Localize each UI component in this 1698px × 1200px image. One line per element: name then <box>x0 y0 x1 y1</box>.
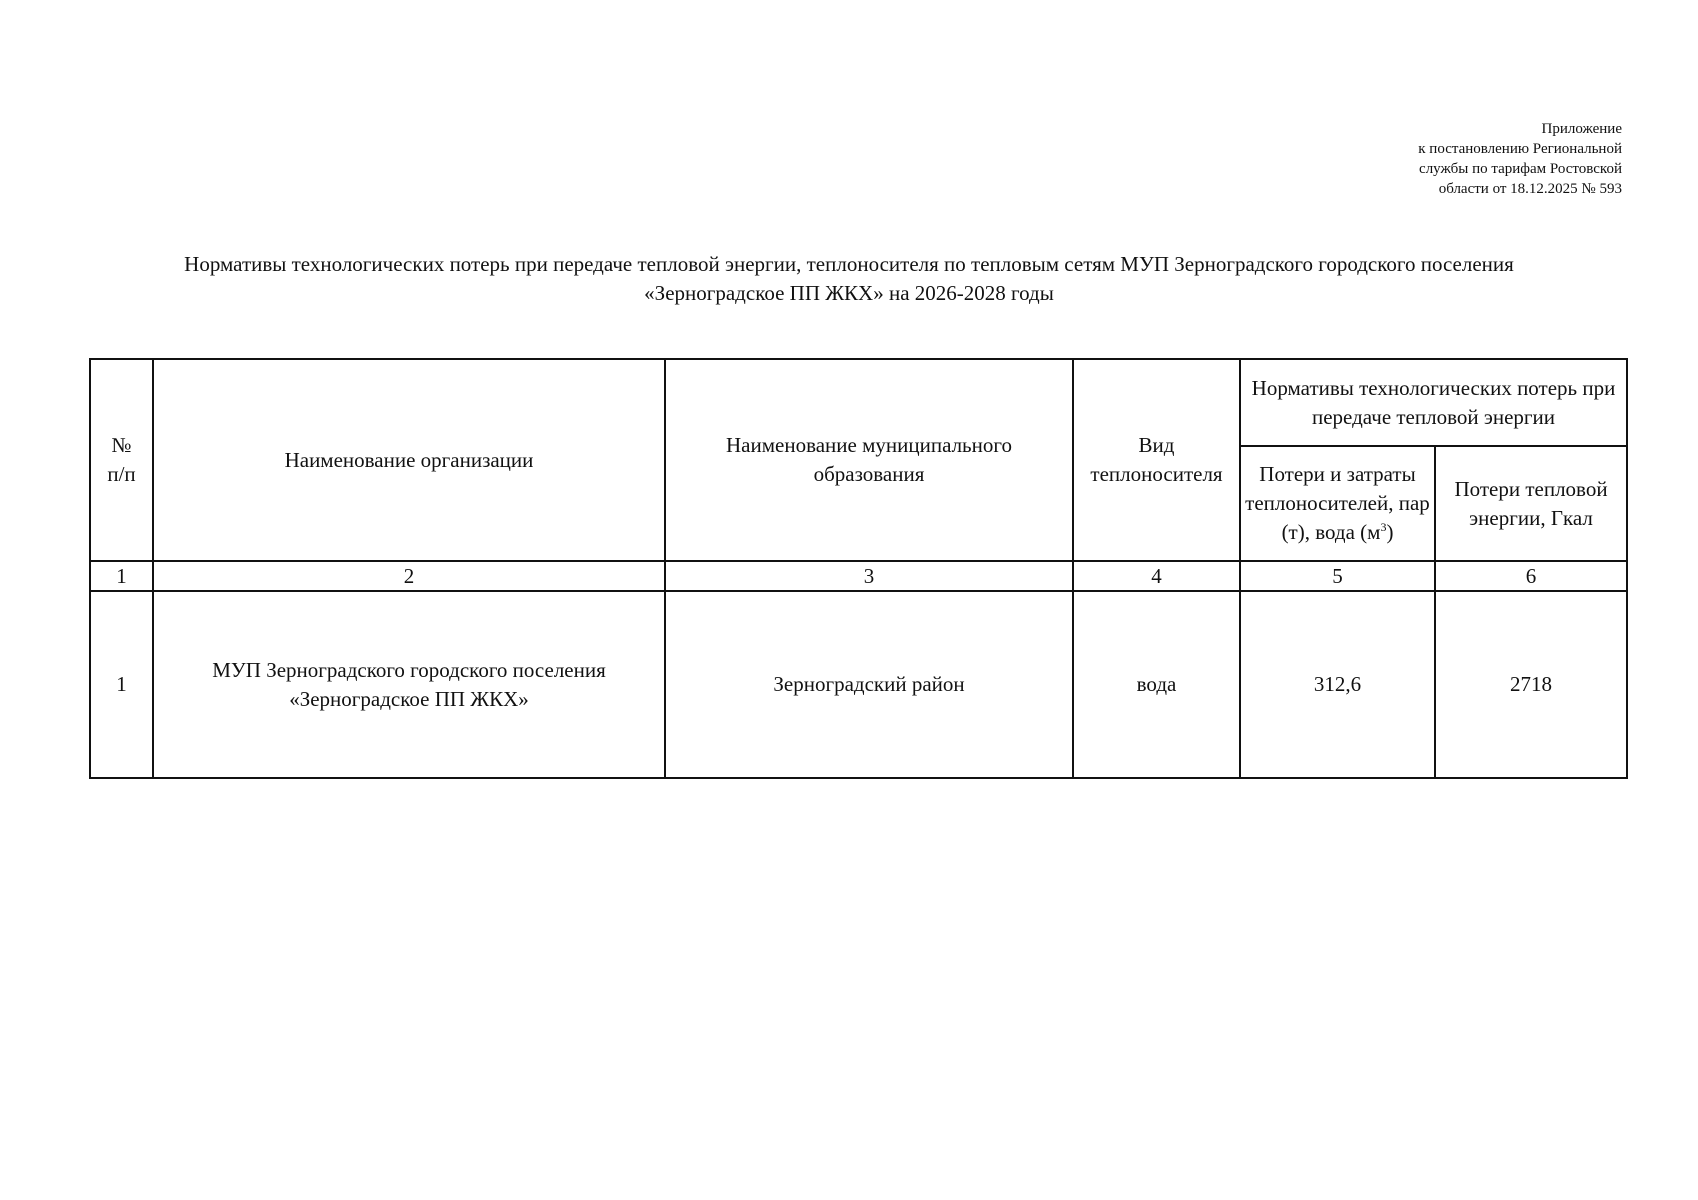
column-number: 4 <box>1073 561 1240 591</box>
header-org: Наименование организации <box>153 359 665 561</box>
header-norms-group: Нормативы технологических потерь при передаче тепловой энергии <box>1240 359 1627 446</box>
cell-carrier: вода <box>1073 591 1240 778</box>
document-title <box>60 250 1638 308</box>
header-carrier: Вид теплоносителя <box>1073 359 1240 561</box>
appendix-line: области от 18.12.2025 № 593 <box>1438 181 1622 197</box>
header-losses-carrier: Потери и затраты теплоносителей, пар (т), вода $(м^3)$ <box>1240 446 1435 561</box>
column-number: 3 <box>665 561 1073 591</box>
column-number: 2 <box>153 561 665 591</box>
header-num: № п/п <box>90 359 153 561</box>
appendix-note <box>1418 119 1622 199</box>
cell-municipality: Зерноградский район <box>665 591 1073 778</box>
column-number: 6 <box>1435 561 1627 591</box>
document-title-line-2: «Зерноградское ПП ЖКХ» на 2026-2028 годы <box>644 281 1054 305</box>
document-title-line-1: Нормативы технологических потерь при передаче тепловой энергии, теплоносителя по тепловым сетям МУП Зерноградского городского поселения <box>184 252 1514 276</box>
column-number-row <box>90 561 1627 591</box>
column-number: 1 <box>90 561 153 591</box>
appendix-line: к постановлению Региональной <box>1418 141 1622 157</box>
cell-org: МУП Зерноградского городского поселения «Зерноградское ПП ЖКХ» <box>153 591 665 778</box>
table-header-row <box>90 359 1627 446</box>
cell-num: 1 <box>90 591 153 778</box>
cell-losses-carrier: 312,6 <box>1240 591 1435 778</box>
norms-table <box>89 358 1628 779</box>
appendix-line: службы по тарифам Ростовской <box>1419 161 1622 177</box>
cell-losses-heat: 2718 <box>1435 591 1627 778</box>
appendix-line: Приложение <box>1541 121 1622 137</box>
header-losses-heat: Потери тепловой энергии, Гкал <box>1435 446 1627 561</box>
column-number: 5 <box>1240 561 1435 591</box>
table-row <box>90 591 1627 778</box>
header-municipality: Наименование муниципального образования <box>665 359 1073 561</box>
